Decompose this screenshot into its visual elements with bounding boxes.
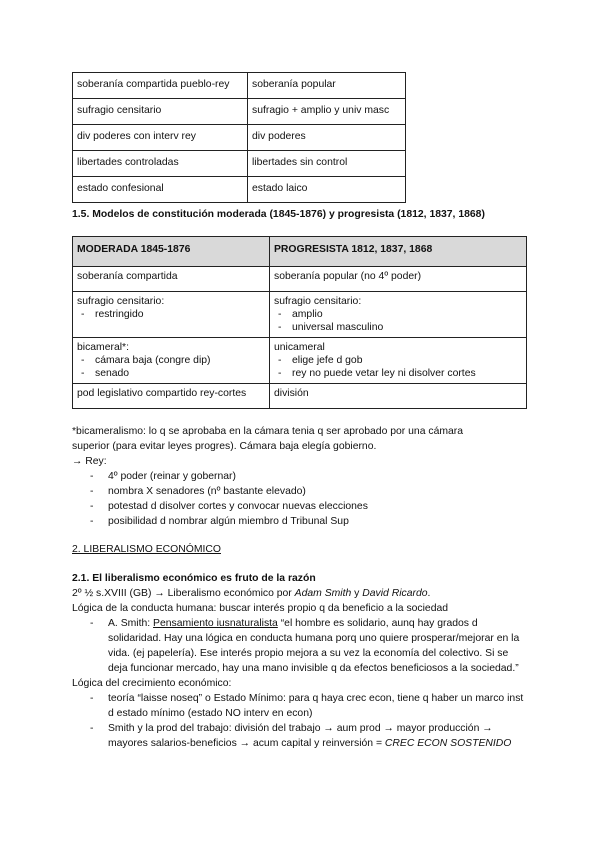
- text-span: 2º ½ s.XVIII (GB) → Liberalismo económico por: [72, 588, 295, 599]
- author-name: Adam Smith: [294, 588, 352, 599]
- table-cell: división: [270, 384, 527, 409]
- table-row: [73, 125, 406, 151]
- text-span: Smith y la prod del trabajo: división del trabajo → aum prod → mayor producción → mayores salarios-beneficios → acum capital y reinversión =: [108, 723, 493, 749]
- emphasis-text: CREC ECON SOSTENIDO: [384, 738, 512, 749]
- table-row: [73, 338, 527, 384]
- comparison-table-1: [72, 72, 406, 203]
- list-item: - senado: [77, 367, 265, 380]
- text-line: Lógica del crecimiento económico:: [72, 678, 232, 689]
- text-span: y: [351, 588, 363, 599]
- note-line: superior (para evitar leyes progres). Cámara baja elegía gobierno.: [72, 441, 377, 452]
- section-heading-2: 2. LIBERALISMO ECONÓMICO: [72, 544, 221, 555]
- table-row: [73, 177, 406, 203]
- table-row: [73, 292, 527, 338]
- table-cell: pod legislativo compartido rey-cortes: [73, 384, 270, 409]
- table-header-row: [73, 237, 527, 267]
- list-item: - universal masculino: [274, 321, 522, 334]
- table-cell: libertades sin control: [248, 151, 406, 177]
- list-item: - amplio: [274, 308, 522, 321]
- section-heading-2-1: 2.1. El liberalismo económico es fruto de la razón: [72, 573, 316, 584]
- table-row: [73, 151, 406, 177]
- table-cell: soberanía popular (no 4º poder): [270, 267, 527, 292]
- table-cell: soberanía popular: [248, 73, 406, 99]
- text-span: .: [427, 588, 431, 599]
- table-row: [73, 73, 406, 99]
- table-cell: estado laico: [248, 177, 406, 203]
- text-line: Lógica de la conducta humana: buscar interés propio q da beneficio a la sociedad: [72, 603, 449, 614]
- table-cell: sufragio censitario: [73, 99, 248, 125]
- list-item: - posibilidad d nombrar algún miembro d Tribunal Sup: [72, 514, 528, 529]
- table-row: [73, 267, 527, 292]
- note-block: [72, 424, 528, 529]
- table-cell: estado confesional: [73, 177, 248, 203]
- author-name: David Ricardo: [362, 588, 428, 599]
- list-item: - cámara baja (congre dip): [77, 354, 265, 367]
- cell-label: unicameral: [274, 342, 325, 353]
- table-cell: soberanía compartida pueblo-rey: [73, 73, 248, 99]
- list-item: - potestad d disolver cortes y convocar nuevas elecciones: [72, 499, 528, 514]
- comparison-table-2: [72, 236, 527, 409]
- table-cell: [73, 292, 270, 338]
- rey-label: → Rey:: [72, 456, 107, 467]
- section-heading-1-5: 1.5. Modelos de constitución moderada (1845-1876) y progresista (1812, 1837, 1868): [72, 209, 485, 220]
- list-item: - teoría “laisse noseq” o Estado Mínimo: para q haya crec econ, tiene q haber un marco inst d estado mínimo (estado NO interv en econ): [72, 691, 528, 721]
- table-cell: [270, 292, 527, 338]
- table-cell: libertades controladas: [73, 151, 248, 177]
- section-2-1-block: [72, 571, 528, 751]
- cell-label: sufragio censitario:: [77, 296, 165, 307]
- table-cell: sufragio + amplio y univ masc: [248, 99, 406, 125]
- table-row: [73, 99, 406, 125]
- list-item: - elige jefe d gob: [274, 354, 522, 367]
- table-cell: div poderes con interv rey: [73, 125, 248, 151]
- table-row: [73, 384, 527, 409]
- list-item: - rey no puede vetar ley ni disolver cortes: [274, 367, 522, 380]
- note-line: *bicameralismo: lo q se aprobaba en la cámara tenia q ser aprobado por una cámara: [72, 426, 464, 437]
- text-line: [72, 586, 528, 601]
- list-item: - nombra X senadores (nº bastante elevado): [72, 484, 528, 499]
- table-cell: soberanía compartida: [73, 267, 270, 292]
- cell-label: sufragio censitario:: [274, 296, 362, 307]
- column-header: MODERADA 1845-1876: [73, 237, 270, 267]
- table-cell: [73, 338, 270, 384]
- list-item: [72, 721, 528, 751]
- text-span: “el hombre es solidario, aunq hay grados d solidaridad. Hay una lógica en conducta humana porq uno quiere prosperar/mejorar en la vida. (ej papelería). Ese interés propio mejora a su vez la economía del colectivo. Si se deja funcionar mercado, hay una mano invisible q da efectos beneficiosos a la sociedad.”: [108, 618, 520, 674]
- list-item: - 4º poder (reinar y gobernar): [72, 469, 528, 484]
- cell-label: bicameral*:: [77, 342, 129, 353]
- underlined-term: Pensamiento iusnaturalista: [153, 618, 278, 629]
- table-cell: div poderes: [248, 125, 406, 151]
- list-item-smith: [72, 616, 528, 676]
- column-header: PROGRESISTA 1812, 1837, 1868: [270, 237, 527, 267]
- table-cell: [270, 338, 527, 384]
- text-span: A. Smith:: [108, 618, 154, 629]
- list-item: - restringido: [77, 308, 265, 321]
